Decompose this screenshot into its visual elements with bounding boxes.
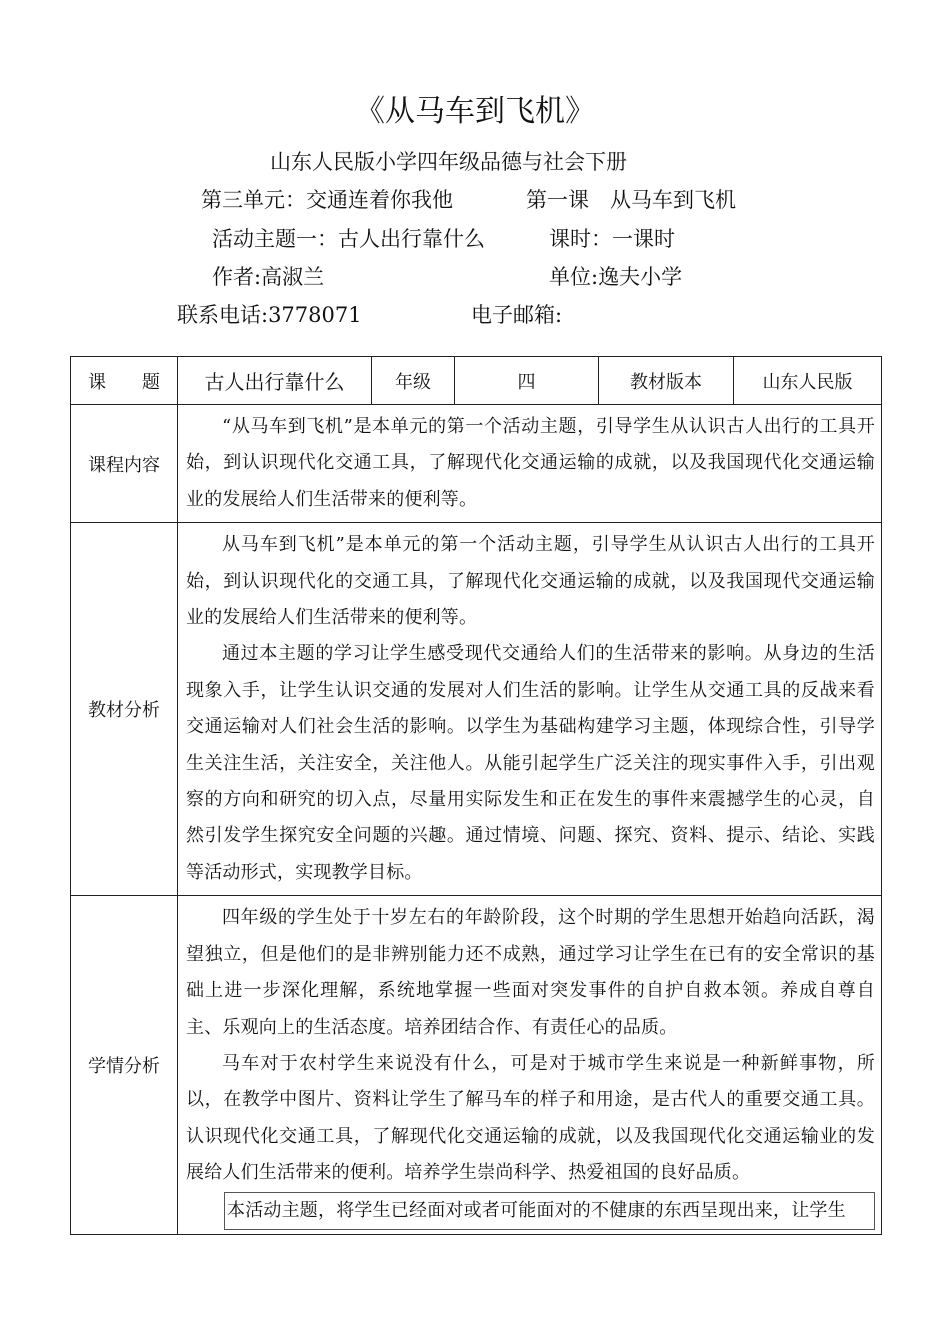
email-info: 电子邮箱: — [471, 303, 563, 327]
course-content-row — [71, 405, 882, 523]
material-analysis-paragraph: 从马车到飞机”是本单元的第一个活动主题，引导学生从认识古人出行的工具开始，到认识现代化的交通工具，了解现代化交通运输的成就，以及我国现代交通运输业的发展给人们生活带来的便利等。 — [186, 534, 875, 629]
material-analysis-paragraph: 通过本主题的学习让学生感受现代交通给人们的生活带来的影响。从身边的生活现象入手，让学生认识交通的发展对人们生活的影响。让学生从交通工具的反战来看交通运输对人们社会生活的影响。以学生为基础构建学习主题，体现综合性，引导学生关注生活，关注安全，关注他人。从能引起学生广泛关注的现实事件入手，引出观察的方向和研究的切入点，尽量用实际发生和正在发生的事件来震撼学生的心灵，自然引发学生探究安全问题的兴趣。通过情境、问题、探究、资料、提示、结论、实践等活动形式，实现教学目标。 — [186, 643, 875, 883]
student-analysis-paragraph: 四年级的学生处于十岁左右的年龄阶段，这个时期的学生思想开始趋向活跃，渴望独立，但是他们的是非辨别能力还不成熟，通过学习让学生在已有的安全常识的基础上进一步深化理解，系统地掌握一些面对突发事件的自护自救本领。养成自尊自主、乐观向上的生活态度。培养团结合作、有责任心的品质。 — [186, 907, 875, 1038]
course-content-paragraph: “从马车到飞机”是本单元的第一个活动主题，引导学生从认识古人出行的工具开始，到认识现代化交通工具，了解现代化交通运输的成就，以及我国现代化交通运输业的发展给人们生活带来的便利等。 — [186, 416, 875, 510]
edition-value: 山东人民版 — [734, 357, 882, 405]
school-info: 单位:逸夫小学 — [549, 265, 683, 289]
topic-value: 古人出行靠什么 — [178, 357, 372, 405]
student-analysis-paragraph: 马车对于农村学生来说没有什么，可是对于城市学生来说是一种新鲜事物，所以，在教学中图片、资料让学生了解马车的样子和用途，是古代人的重要交通工具。认识现代化交通工具，了解现代化交通运输的成就，以及我国现代化交通运输业的发展给人们生活带来的便利。培养学生崇尚科学、热爱祖国的良好品质。 — [186, 1052, 875, 1184]
material-analysis-cell — [178, 523, 882, 896]
period-info: 课时：一课时 — [549, 227, 675, 251]
document-subtitle: 山东人民版小学四年级品德与社会下册 — [270, 150, 627, 174]
table-header-row — [71, 357, 882, 405]
material-analysis-label: 教材分析 — [71, 523, 178, 896]
student-analysis-label: 学情分析 — [71, 896, 178, 1235]
author-info: 作者:高淑兰 — [212, 265, 325, 289]
edition-label: 教材版本 — [599, 357, 734, 405]
student-analysis-last-line: 本活动主题，将学生已经面对或者可能面对的不健康的东西呈现出来，让学生 — [227, 1199, 846, 1221]
phone-info: 联系电话:3778071 — [177, 303, 362, 327]
lesson-table — [70, 356, 882, 1235]
course-content-label: 课程内容 — [71, 405, 178, 523]
lesson-info: 第一课 从马车到飞机 — [526, 188, 736, 212]
grade-value: 四 — [455, 357, 599, 405]
unit-info: 第三单元：交通连着你我他 — [201, 188, 453, 212]
theme-info: 活动主题一：古人出行靠什么 — [212, 227, 485, 251]
student-analysis-row — [71, 896, 882, 1235]
grade-label: 年级 — [372, 357, 455, 405]
material-analysis-row — [71, 523, 882, 896]
course-content-cell — [178, 405, 882, 523]
topic-label: 课 题 — [71, 357, 178, 405]
document-title: 《从马车到飞机》 — [355, 94, 595, 129]
student-analysis-cell — [178, 896, 882, 1235]
selected-text-box — [224, 1192, 875, 1230]
